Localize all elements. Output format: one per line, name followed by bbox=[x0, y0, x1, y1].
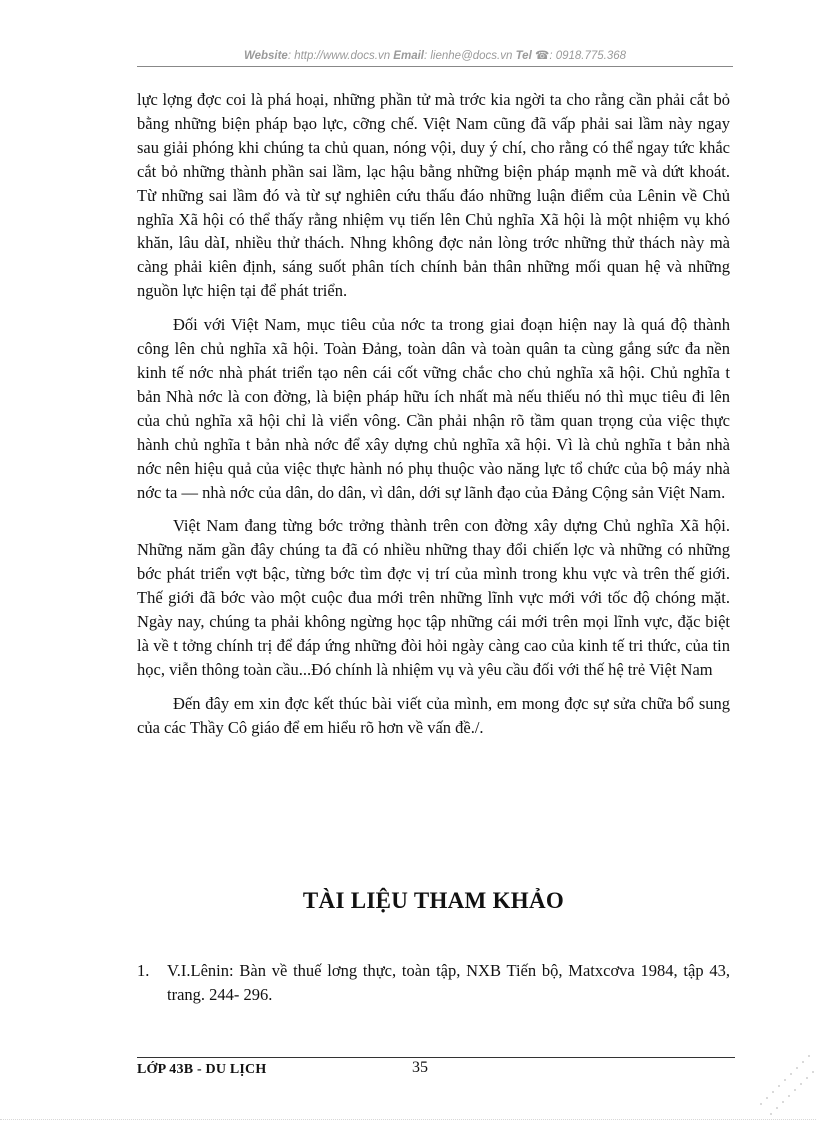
paragraph-3: Việt Nam đang từng bớc trởng thành trên con đờng xây dựng Chủ nghĩa Xã hội. Những năm gần đây chúng ta đã có nhiều những thay đổi chiến lợc và những có những bớc phát triển vợt bậc, từng bớc tìm đợc vị trí của mình trong khu vực và trên thế giới. Thế giới đã bớc vào một cuộc đua mới trên những lĩnh vực mới với tốc độ chóng mặt. Ngày nay, chúng ta phải không ngừng học tập những cái mới trên mọi lĩnh vực, đặc biệt là về t tởng chính trị để đáp ứng những đòi hỏi ngày càng cao của kinh tế tri thức, của tin học, viễn thông toàn cầu...Đó chính là nhiệm vụ và yêu cầu đối với thế hệ trẻ Việt Nam bbox=[137, 516, 730, 679]
phone-icon: ☎ bbox=[534, 50, 550, 62]
page-header bbox=[137, 48, 733, 62]
header-divider bbox=[137, 66, 733, 67]
paragraph-2: Đối với Việt Nam, mục tiêu của nớc ta trong giai đoạn hiện nay là quá độ thành công lên chủ nghĩa xã hội. Toàn Đảng, toàn dân và toàn quân ta cùng gắng sức đa nền kinh tế nớc nhà phát triển tạo nên cái cốt vững chắc cho chủ nghĩa xã hội. Chủ nghĩa t bản Nhà nớc là con đờng, là biện pháp hữu ích nhất mà nếu thiếu nó thì mục tiêu đi lên của chủ nghĩa xã hội chỉ là viển vông. Cần phải nhận rõ tầm quan trọng của việc thực hành chủ nghĩa t bản nhà nớc để xây dựng chủ nghĩa xã hội. Vì là chủ nghĩa t bản nhà nớc nên hiệu quả của việc thực hành nó phụ thuộc vào năng lực tổ chức của bộ máy nhà nớc ta — nhà nớc của dân, do dân, vì dân, dới sự lãnh đạo của Đảng Cộng sản Việt Nam. bbox=[137, 315, 730, 502]
references-list bbox=[137, 959, 730, 1007]
corner-dots-decoration bbox=[757, 1052, 815, 1122]
tel-value: : 0918.775.368 bbox=[549, 50, 627, 62]
website-value: : http://www.docs.vn bbox=[287, 50, 391, 62]
website-label: Website bbox=[243, 50, 288, 62]
paragraph-1: lực lợng đợc coi là phá hoại, những phần tử mà trớc kia ngời ta cho rằng cần phải cắt bỏ bằng những biện pháp bạo lực, cỡng chế. Việt Nam cũng đã vấp phải sai lầm này ngay sau giải phóng khi chúng ta chủ quan, nóng vội, duy ý chí, cho rằng có thể ngay tức khắc cắt bỏ những thành phần sai lầm, lạc hậu bằng những biện pháp mạnh mẽ và dứt khoát. Từ những sai lầm đó và từ sự nghiên cứu thấu đáo những luận điểm của Lênin về Chủ nghĩa Xã hội có thể thấy rằng nhiệm vụ tiến lên Chủ nghĩa Xã hội là một nhiệm vụ khó khăn, lâu dàI, nhiều thử thách. Nhng không đợc nản lòng trớc những thử thách này mà càng phải kiên định, sáng suốt phân tích chính bản thân những mối quan hệ và những nguồn lực hiện tại để phát triển. bbox=[137, 90, 730, 301]
email-label: Email bbox=[393, 50, 424, 62]
references-title: TÀI LIỆU THAM KHẢO bbox=[302, 888, 565, 913]
footer-class-label: LỚP 43B - DU LỊCH bbox=[137, 1062, 267, 1077]
page-number: 35 bbox=[412, 1059, 428, 1076]
footer-divider bbox=[137, 1057, 735, 1058]
reference-text: V.I.Lênin: Bàn về thuế lơng thực, toàn tập, NXB Tiến bộ, Matxcơva 1984, tập 43, trang. 244- 296. bbox=[167, 961, 730, 1004]
body-text bbox=[137, 88, 730, 740]
tel-label: Tel bbox=[515, 50, 532, 62]
email-value: : lienhe@docs.vn bbox=[423, 50, 513, 62]
reference-item bbox=[137, 959, 730, 1007]
reference-number: 1. bbox=[137, 961, 150, 980]
bottom-dotted-line bbox=[0, 1119, 816, 1120]
paragraph-4: Đến đây em xin đợc kết thúc bài viết của mình, em mong đợc sự sửa chữa bổ sung của các Thầy Cô giáo để em hiểu rõ hơn về vấn đề./. bbox=[137, 693, 730, 737]
